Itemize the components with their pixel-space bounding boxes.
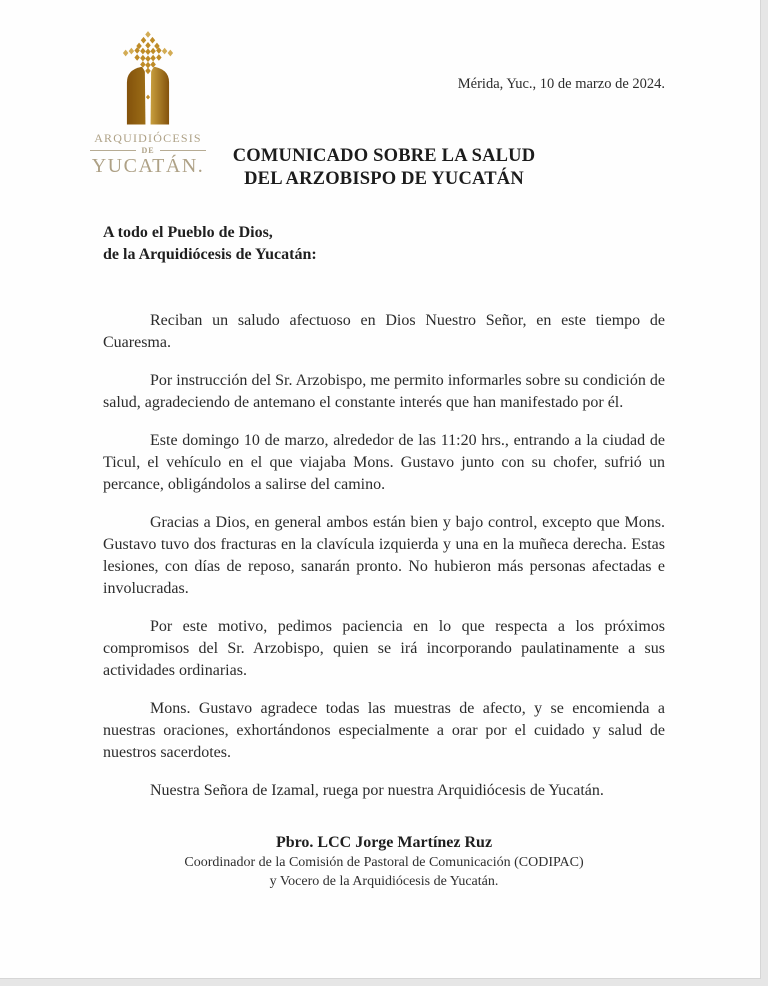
signature-block [103,832,665,891]
letter-paragraph: Mons. Gustavo agradece todas las muestras de afecto, y se encomienda a nuestras oraciones, exhortándonos especialmente a orar por el cuidado y salud de nuestros sacerdotes. [103,700,665,761]
letter-paragraph: Reciban un saludo afectuoso en Dios Nuestro Señor, en este tiempo de Cuaresma. [103,312,665,351]
logo-de-text: DE [141,146,155,155]
salutation [103,222,665,266]
signature-role-line2: y Vocero de la Arquidiócesis de Yucatán. [269,874,499,889]
salutation-line1: A todo el Pueblo de Dios, [103,224,273,241]
signature-name: Pbro. LCC Jorge Martínez Ruz [275,834,493,851]
letter-paragraph: Por instrucción del Sr. Arzobispo, me permito informarles sobre su condición de salud, agradeciendo de antemano el constante interés que han manifestado por él. [103,372,665,411]
letter-paragraph: Este domingo 10 de marzo, alrededor de las 11:20 hrs., entrando a la ciudad de Ticul, el vehículo en el que viajaba Mons. Gustavo junto con su chofer, sufrió un percance, obligándolos a salirse del camino. [103,432,665,493]
document-title [103,145,665,191]
date-line: Mérida, Yuc., 10 de marzo de 2024. [457,76,665,92]
signature-role-line1: Coordinador de la Comisión de Pastoral de Comunicación (CODIPAC) [184,855,584,870]
document-title-line1: COMUNICADO SOBRE LA SALUD [232,146,536,166]
letter-paragraph: Gracias a Dios, en general ambos están bien y bajo control, excepto que Mons. Gustavo tuvo dos fracturas en la clavícula izquierda y una en la muñeca derecha. Estas lesiones, con días de reposo, sanarán pronto. No hubieron más personas afectadas e involucradas. [103,514,665,597]
logo-org-name: ARQUIDIÓCESIS [94,131,202,145]
logo-place-name: YUCATÁN. [91,155,205,177]
document-title-line2: DEL ARZOBISPO DE YUCATÁN [244,169,524,189]
letter-paragraph: Nuestra Señora de Izamal, ruega por nuestra Arquidiócesis de Yucatán. [150,782,604,799]
letter-body [103,222,665,891]
letter-paragraph: Por este motivo, pedimos paciencia en lo que respecta a los próximos compromisos del Sr. Arzobispo, quien se irá incorporando paulatinamente a sus actividades ordinarias. [103,618,665,679]
salutation-line2: de la Arquidiócesis de Yucatán: [103,246,317,263]
